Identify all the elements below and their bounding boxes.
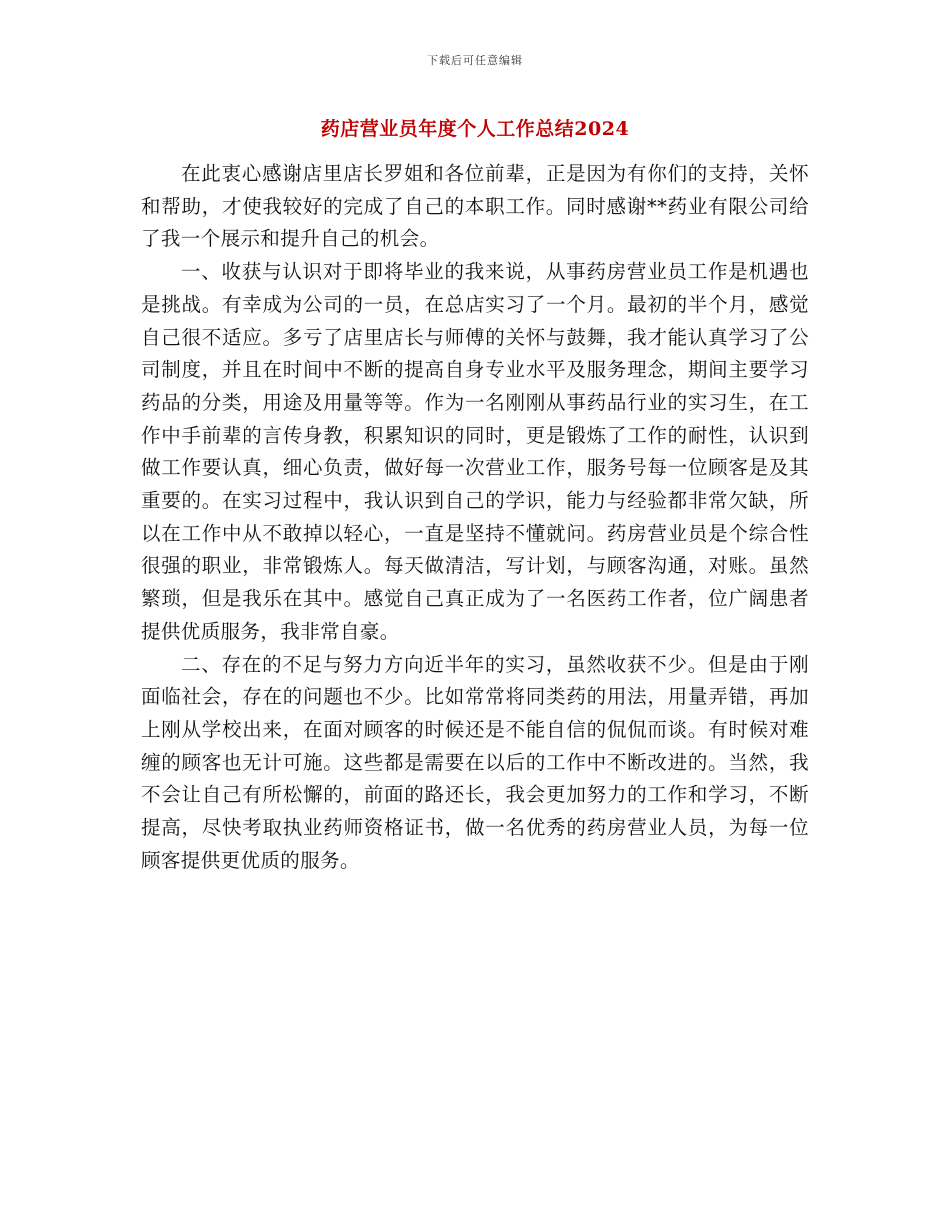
document-title: 药店营业员年度个人工作总结2024	[320, 118, 630, 140]
document-body	[141, 158, 809, 877]
page-header-note: 下载后可任意编辑	[427, 54, 523, 67]
paragraph-gains: 一、收获与认识对于即将毕业的我来说，从事药房营业员工作是机遇也是挑战。有幸成为公司的一员，在总店实习了一个月。最初的半个月，感觉自己很不适应。多亏了店里店长与师傅的关怀与鼓舞，我才能认真学习了公司制度，并且在时间中不断的提高自身专业水平及服务理念，期间主要学习药品的分类，用途及用量等等。作为一名刚刚从事药品行业的实习生，在工作中手前辈的言传身教，积累知识的同时，更是锻炼了工作的耐性，认识到做工作要认真，细心负责，做好每一次营业工作，服务号每一位顾客是及其重要的。在实习过程中，我认识到自己的学识，能力与经验都非常欠缺，所以在工作中从不敢掉以轻心，一直是坚持不懂就问。药房营业员是个综合性很强的职业，非常锻炼人。每天做清洁，写计划，与顾客沟通，对账。虽然繁琐，但是我乐在其中。感觉自己真正成为了一名医药工作者，位广阔患者提供优质服务，我非常自豪。	[141, 260, 809, 643]
paragraph-intro: 在此衷心感谢店里店长罗姐和各位前辈，正是因为有你们的支持，关怀和帮助，才使我较好的完成了自己的本职工作。同时感谢**药业有限公司给了我一个展示和提升自己的机会。	[141, 162, 809, 251]
paragraph-shortcomings: 二、存在的不足与努力方向近半年的实习，虽然收获不少。但是由于刚面临社会，存在的问题也不少。比如常常将同类药的用法，用量弄错，再加上刚从学校出来，在面对顾客的时候还是不能自信的侃侃而谈。有时候对难缠的顾客也无计可施。这些都是需要在以后的工作中不断改进的。当然，我不会让自己有所松懈的，前面的路还长，我会更加努力的工作和学习，不断提高，尽快考取执业药师资格证书，做一名优秀的药房营业人员，为每一位顾客提供更优质的服务。	[141, 652, 809, 872]
